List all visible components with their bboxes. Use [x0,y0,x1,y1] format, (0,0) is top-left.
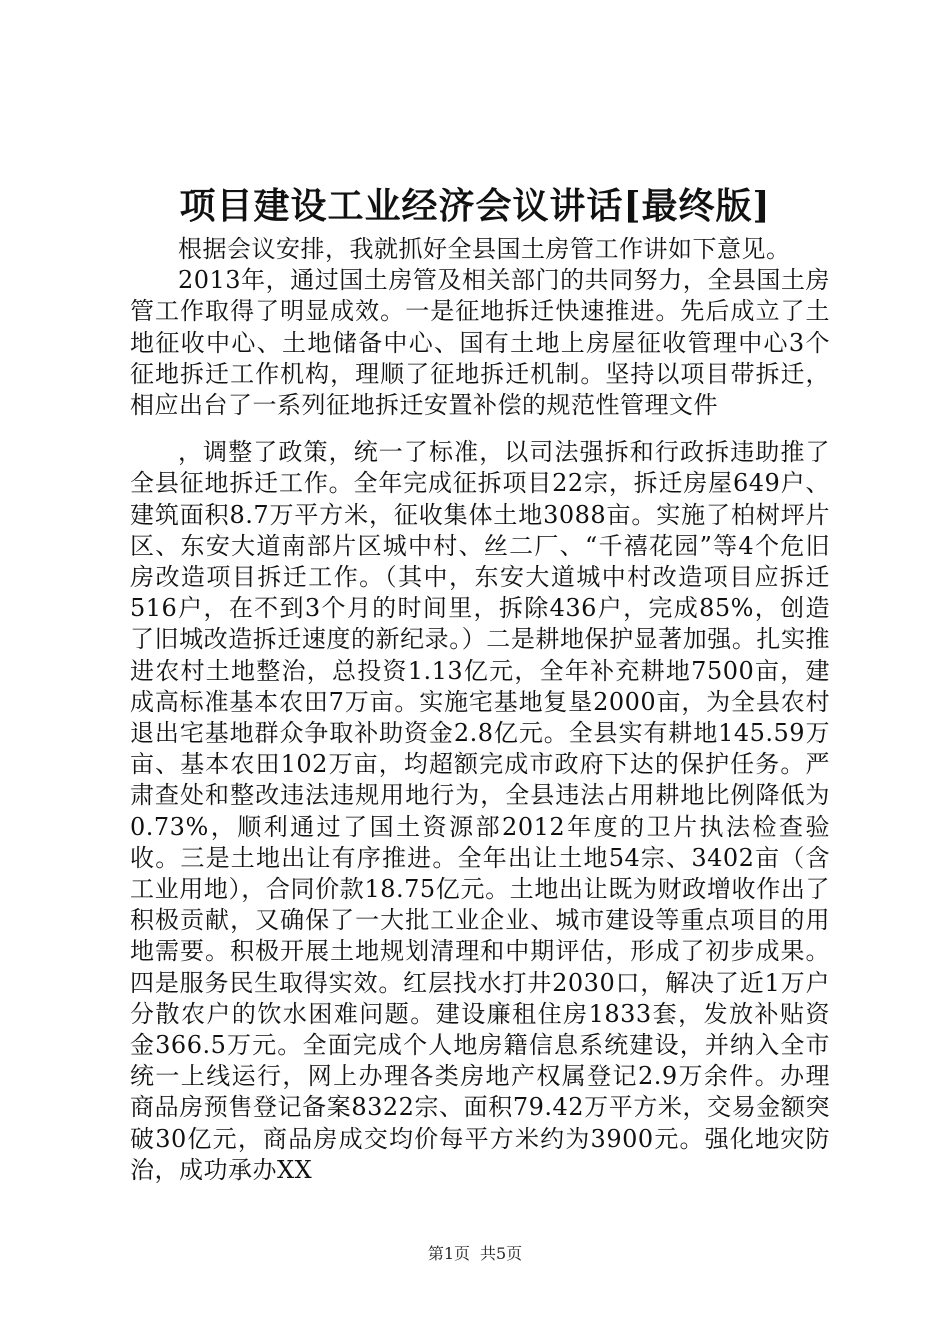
paragraph-intro: 根据会议安排，我就抓好全县国土房管工作讲如下意见。 [178,235,791,263]
page-title: 项目建设工业经济会议讲话[最终版] [179,185,771,227]
paragraph-spacer [130,421,830,437]
document-body [130,234,830,1186]
page-total: 共5页 [480,1244,523,1263]
page-footer [0,1243,950,1265]
paragraph-achievements: 2013年，通过国土房管及相关部门的共同努力，全县国土房管工作取得了明显成效。一是征地拆迁快速推进。先后成立了土地征收中心、土地储备中心、国有土地上房屋征收管理中心3个征地拆迁工作机构，理顺了征地拆迁机制。坚持以项目带拆迁，相应出台了一系列征地拆迁安置补偿的规范性管理文件 [130,266,830,420]
paragraph-details: ，调整了政策，统一了标准，以司法强拆和行政拆违助推了全县征地拆迁工作。全年完成征拆项目22宗，拆迁房屋649户、建筑面积8.7万平方米，征收集体土地3088亩。实施了柏树坪片区、东安大道南部片区城中村、丝二厂、“千禧花园”等4个危旧房改造项目拆迁工作。（其中，东安大道城中村改造项目应拆迁516户，在不到3个月的时间里，拆除436户，完成85%，创造了旧城改造拆迁速度的新纪录。）二是耕地保护显著加强。扎实推进农村土地整治，总投资1.13亿元，全年补充耕地7500亩，建成高标准基本农田7万亩。实施宅基地复垦2000亩，为全县农村退出宅基地群众争取补助资金2.8亿元。全县实有耕地145.59万亩、基本农田102万亩，均超额完成市政府下达的保护任务。严肃查处和整改违法违规用地行为，全县违法占用耕地比例降低为0.73%，顺利通过了国土资源部2012年度的卫片执法检查验收。三是土地出让有序推进。全年出让土地54宗、3402亩（含工业用地），合同价款18.75亿元。土地出让既为财政增收作出了积极贡献，又确保了一大批工业企业、城市建设等重点项目的用地需要。积极开展土地规划清理和中期评估，形成了初步成果。四是服务民生取得实效。红层找水打井2030口，解决了近1万户分散农户的饮水困难问题。建设廉租住房1833套，发放补贴资金366.5万元。全面完成个人地房籍信息系统建设，并纳入全市统一上线运行，网上办理各类房地产权属登记2.9万余件。办理商品房预售登记备案8322宗、面积79.42万平方米，交易金额突破30亿元，商品房成交均价每平方米约为3900元。强化地灾防治，成功承办XX [130,438,830,1184]
page-number: 第1页 [427,1244,470,1263]
